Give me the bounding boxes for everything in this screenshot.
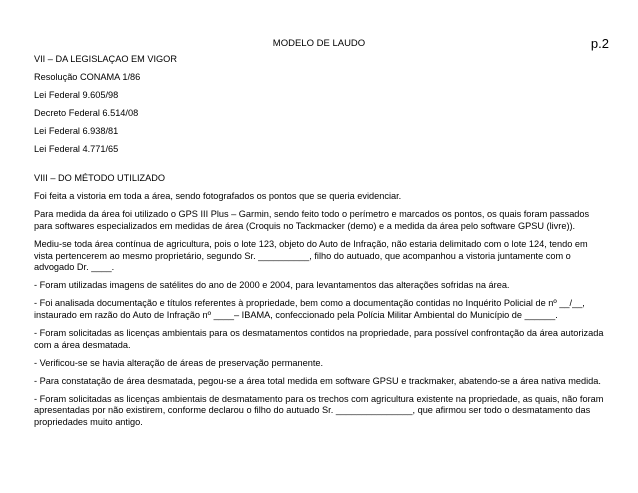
legislation-item: Lei Federal 6.938/81 [34,126,119,137]
method-paragraph: - Foram solicitadas as licenças ambientais de desmatamento para os trechos com agricultura existente na propriedade, as quais, não foram apresentadas por não existirem, conforme declarou o filho do autuado Sr. _______________, que afirmou ser todo o desmatamento das propriedades muito antigo. [34,393,604,428]
method-paragraph: - Foram utilizadas imagens de satélites do ano de 2000 e 2004, para levantamentos das alterações sofridas na área. [34,280,510,291]
section-heading-legislation: VII – DA LEGISLAÇAO EM VIGOR [34,54,177,64]
document-title: MODELO DE LAUDO [272,38,366,49]
method-paragraph: Mediu-se toda área contínua de agricultura, pois o lote 123, objeto do Auto de Infração, não estaria delimitado com o lote 124, tendo em vista pertencerem ao mesmo proprietário, segundo Sr. __________, filho do autuado, que acompanhou a vistoria juntamente com o advogado Dr. ____. [34,238,588,273]
document-body [34,54,606,429]
method-paragraph: - Foi analisada documentação e títulos referentes à propriedade, bem como a documentação contidas no Inquérito Policial de nº __/__, instaurado em razão do Auto de Infração nº ____– IBAMA, confeccionado pela Polícia Militar Ambiental do Município de ______. [34,298,585,320]
legislation-item: Lei Federal 9.605/98 [34,90,119,101]
method-paragraph: - Foram solicitadas as licenças ambientais para os desmatamentos contidos na propriedade, para possível confrontação da área autorizada com a área desmatada. [34,328,604,350]
method-paragraph: - Verificou-se se havia alteração de áreas de preservação permanente. [34,357,324,368]
section-heading-method: VIII – DO MÉTODO UTILIZADO [34,173,166,184]
method-paragraph: Foi feita a vistoria em toda a área, sendo fotografados os pontos que se queria evidenciar. [34,191,402,202]
legislation-item: Decreto Federal 6.514/08 [34,108,139,119]
legislation-item: Resolução CONAMA 1/86 [34,72,141,83]
method-paragraph: - Para constatação de área desmatada, pegou-se a área total medida em software GPSU e trackmaker, abatendo-se a área nativa medida. [34,375,601,386]
page-number: p.2 [590,36,609,51]
method-paragraph: Para medida da área foi utilizado o GPS III Plus – Garmin, sendo feito todo o perímetro e marcados os pontos, os quais foram passados para softwares especializados em medidas de área (Croquis no Tackmacker (demo) e a medida da área pelo software GPSU (livre)). [34,209,590,231]
legislation-item: Lei Federal 4.771/65 [34,144,119,155]
